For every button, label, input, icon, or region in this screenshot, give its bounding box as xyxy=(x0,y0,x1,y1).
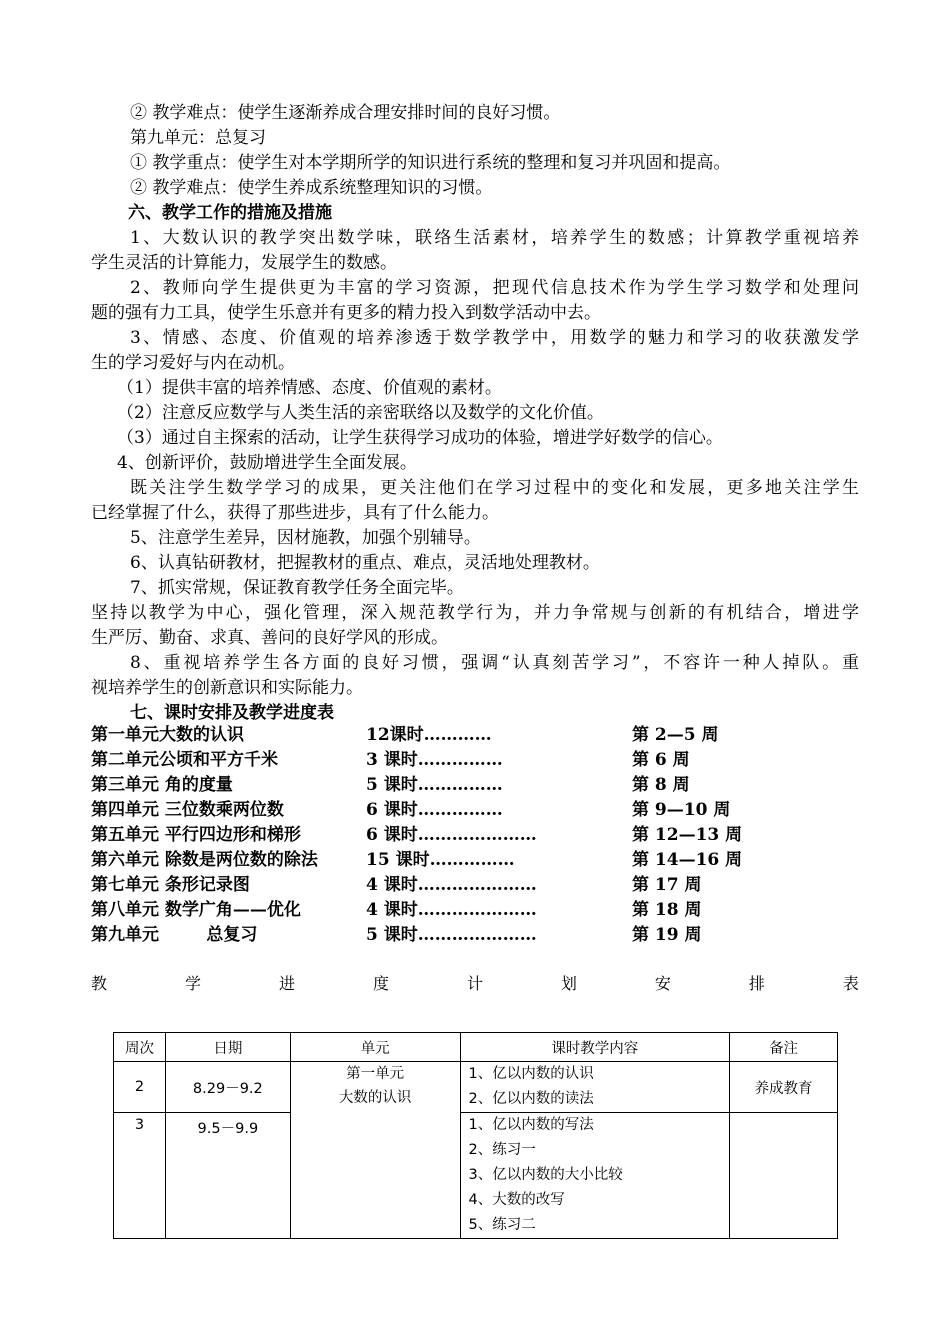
schedule-row xyxy=(91,923,871,948)
lesson-item: 1、亿以内数的写法 xyxy=(468,1117,594,1133)
paragraph-line: 生严厉、勤奋、求真、善问的良好学风的形成。 xyxy=(91,628,448,648)
plan-table xyxy=(113,1032,838,1239)
schedule-row xyxy=(91,898,871,923)
schedule-unit: 第二单元公顷和平方千米 xyxy=(91,750,278,770)
plan-title-char: 教 xyxy=(91,974,108,993)
sub-item: （3）通过自主探索的活动，让学生获得学习成功的体验，增进学好数学的信心。 xyxy=(117,428,723,448)
schedule-weeks: 第 2—5 周 xyxy=(632,725,719,745)
week-cell: 3 xyxy=(114,1113,166,1239)
schedule-unit: 第四单元 三位数乘两位数 xyxy=(91,800,284,820)
lesson-item: 2、练习一 xyxy=(468,1142,536,1158)
text-line: ② 教学难点：使学生逐渐养成合理安排时间的良好习惯。 xyxy=(130,103,561,123)
lesson-item: 3、亿以内数的大小比较 xyxy=(468,1167,623,1183)
schedule-unit: 第五单元 平行四边形和梯形 xyxy=(91,825,301,845)
paragraph-line: 坚持以教学为中心，强化管理，深入规范教学行为，并力争常规与创新的有机结合，增进学 xyxy=(91,603,859,623)
schedule-hours: 5 课时…………… xyxy=(366,775,503,795)
paragraph-line: 学生灵活的计算能力，发展学生的数感。 xyxy=(91,253,397,273)
table-row xyxy=(114,1113,838,1239)
section-heading: 七、课时安排及教学进度表 xyxy=(130,703,334,723)
note-cell: 养成教育 xyxy=(730,1062,838,1113)
paragraph-line: 1、大数认识的教学突出数学味，联络生活素材，培养学生的数感；计算教学重视培养 xyxy=(130,228,859,248)
schedule-weeks: 第 9—10 周 xyxy=(632,800,731,820)
plan-title-char: 学 xyxy=(184,974,201,993)
schedule-hours: 12课时………… xyxy=(366,725,492,745)
date-cell: 8.29－9.2 xyxy=(165,1062,290,1113)
week-cell: 2 xyxy=(114,1062,166,1113)
schedule-row xyxy=(91,748,871,773)
schedule-unit: 第六单元 除数是两位数的除法 xyxy=(91,850,318,870)
paragraph-line: 7、抓实常规，保证教育教学任务全面完毕。 xyxy=(130,578,464,598)
schedule-hours: 15 课时…………… xyxy=(366,850,515,870)
schedule-unit: 第一单元大数的认识 xyxy=(91,725,244,745)
schedule-hours: 6 课时…………… xyxy=(366,800,503,820)
content-cell xyxy=(460,1113,730,1239)
header-week: 周次 xyxy=(114,1033,166,1062)
plan-title-char: 度 xyxy=(372,974,389,993)
paragraph-line: 视培养学生的创新意识和实际能力。 xyxy=(91,678,363,698)
text-line: 第九单元：总复习 xyxy=(130,128,266,148)
paragraph-line: 8、重视培养学生各方面的良好习惯，强调“认真刻苦学习”，不容许一种人掉队。重 xyxy=(130,653,859,673)
sub-item: （2）注意反应数学与人类生活的亲密联络以及数学的文化价值。 xyxy=(117,403,604,423)
schedule-weeks: 第 6 周 xyxy=(632,750,690,770)
paragraph-line: 2、教师向学生提供更为丰富的学习资源，把现代信息技术作为学生学习数学和处理问 xyxy=(130,278,859,298)
unit-cell xyxy=(290,1062,460,1239)
schedule-weeks: 第 14—16 周 xyxy=(632,850,743,870)
date-cell: 9.5－9.9 xyxy=(165,1113,290,1239)
table-row xyxy=(114,1062,838,1113)
schedule-weeks: 第 18 周 xyxy=(632,900,702,920)
plan-title-char: 表 xyxy=(842,974,859,993)
schedule-row xyxy=(91,773,871,798)
plan-title-char: 计 xyxy=(466,974,483,993)
schedule-unit: 第三单元 角的度量 xyxy=(91,775,233,795)
header-date: 日期 xyxy=(165,1033,290,1062)
schedule-weeks: 第 17 周 xyxy=(632,875,702,895)
note-cell xyxy=(730,1113,838,1239)
plan-title-char: 划 xyxy=(560,974,577,993)
schedule-weeks: 第 12—13 周 xyxy=(632,825,743,845)
schedule-hours: 3 课时…………… xyxy=(366,750,503,770)
plan-title-char: 排 xyxy=(748,974,765,993)
unit-name: 第一单元 xyxy=(346,1066,405,1082)
schedule-unit: 第七单元 条形记录图 xyxy=(91,875,250,895)
lesson-item: 4、大数的改写 xyxy=(468,1192,565,1208)
schedule-weeks: 第 8 周 xyxy=(632,775,690,795)
schedule-unit: 第八单元 数学广角——优化 xyxy=(91,900,301,920)
plan-title-char: 安 xyxy=(654,974,671,993)
header-content: 课时教学内容 xyxy=(460,1033,730,1062)
plan-title-char: 进 xyxy=(278,974,295,993)
schedule-row xyxy=(91,823,871,848)
paragraph-line: 3、情感、态度、价值观的培养渗透于数学教学中，用数学的魅力和学习的收获激发学 xyxy=(130,328,859,348)
sub-item: （1）提供丰富的培养情感、态度、价值观的素材。 xyxy=(117,378,502,398)
header-unit: 单元 xyxy=(290,1033,460,1062)
text-line: ① 教学重点：使学生对本学期所学的知识进行系统的整理和复习并巩固和提高。 xyxy=(130,153,731,173)
plan-title xyxy=(91,972,859,996)
paragraph-line: 6、认真钻研教材，把握教材的重点、难点，灵活地处理教材。 xyxy=(130,553,600,573)
schedule-row xyxy=(91,848,871,873)
table-header-row xyxy=(114,1033,838,1062)
schedule-hours: 4 课时………………… xyxy=(366,900,537,920)
schedule-hours: 6 课时………………… xyxy=(366,825,537,845)
content-cell xyxy=(460,1062,730,1113)
schedule-hours: 5 课时………………… xyxy=(366,925,537,945)
unit-title: 大数的认识 xyxy=(338,1090,412,1106)
schedule-row xyxy=(91,798,871,823)
schedule-weeks: 第 19 周 xyxy=(632,925,702,945)
paragraph-line: 已经掌握了什么，获得了那些进步，具有了什么能力。 xyxy=(91,503,499,523)
text-line: ② 教学难点：使学生养成系统整理知识的习惯。 xyxy=(130,178,493,198)
section-heading: 六、教学工作的措施及措施 xyxy=(128,203,332,223)
header-note: 备注 xyxy=(730,1033,838,1062)
lesson-item: 1、亿以内数的认识 xyxy=(468,1066,594,1082)
schedule-row xyxy=(91,723,871,748)
schedule-hours: 4 课时………………… xyxy=(366,875,537,895)
paragraph-line: 5、注意学生差异，因材施教，加强个别辅导。 xyxy=(130,528,481,548)
paragraph-line: 生的学习爱好与内在动机。 xyxy=(91,353,295,373)
paragraph-line: 题的强有力工具，使学生乐意并有更多的精力投入到数学活动中去。 xyxy=(91,303,601,323)
paragraph-line: 既关注学生数学学习的成果，更关注他们在学习过程中的变化和发展，更多地关注学生 xyxy=(130,478,859,498)
lesson-item: 2、亿以内数的读法 xyxy=(468,1091,594,1107)
lesson-item: 5、练习二 xyxy=(468,1217,536,1233)
schedule-row xyxy=(91,873,871,898)
paragraph-line: 4、创新评价，鼓励增进学生全面发展。 xyxy=(117,453,417,473)
schedule-unit: 第九单元 总复习 xyxy=(91,925,258,945)
